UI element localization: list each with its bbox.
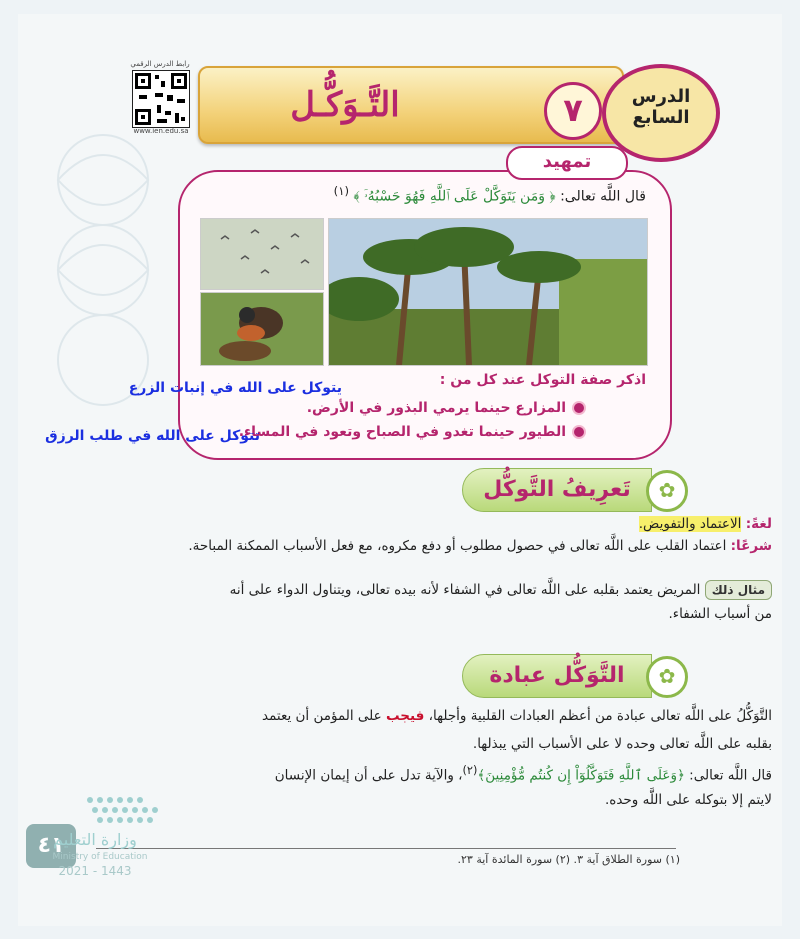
flower-icon: ✿: [646, 470, 688, 512]
worship-verse: ﴿وَعَلَى ٱللَّهِ فَتَوَكَّلُوٓاْ إِن كُنتُم مُّؤْمِنِينَ﴾: [477, 767, 685, 784]
qr-label: رابط الدرس الرقمي: [130, 60, 190, 68]
shar-text: اعتماد القلب على اللَّه تعالى في حصول مطلوب أو دفع مكروه، مع فعل الأسباب الممكنة المباحة.: [188, 538, 727, 554]
worship-line-3: [100, 764, 772, 784]
footnote-divider: [96, 848, 676, 849]
bullet-dot: [572, 401, 586, 415]
footnotes: (١) سورة الطلاق آية ٣. (٢) سورة المائدة آية ٢٣.: [457, 853, 680, 866]
verse-ref: (١): [333, 184, 350, 198]
intro-tab: [506, 146, 628, 180]
lesson-number: ٧: [544, 82, 602, 140]
worship-text: ، والآية تدل على أن إيمان الإنسان: [274, 767, 463, 784]
lesson-title: التَّـوَكُّـل: [290, 85, 400, 125]
worship-text: التَّوَكُّلُ على اللَّه تعالى عبادة من أعظم العبادات القلبية وأجلها،: [428, 708, 772, 724]
example-line-2: من أسباب الشفاء.: [668, 606, 772, 622]
example-tag: مثال ذلك: [705, 580, 772, 600]
intro-question: اذكر صفة التوكل عند كل من :: [439, 372, 646, 388]
lesson-ordinal: السابع: [632, 107, 690, 128]
definition-shar: [100, 538, 772, 554]
qr-code[interactable]: [132, 70, 190, 128]
page-number: ٤١: [26, 824, 76, 868]
lugha-label: لغةً:: [745, 516, 772, 532]
worship-line-1: [100, 708, 772, 724]
birds-sky-photo: [200, 218, 324, 290]
worship-verse-prefix: قال اللَّه تعالى:: [689, 767, 772, 784]
example-line-1: [100, 580, 772, 600]
bird-nest-photo: [200, 292, 324, 366]
handwritten-answer: يتوكل على الله في إنبات الزرع: [128, 380, 342, 396]
decorative-pattern: [18, 120, 188, 420]
ministry-name-en: Ministry of Education: [52, 852, 148, 862]
qr-url[interactable]: www.ien.edu.sa: [133, 127, 189, 135]
shar-label: شرعًا:: [730, 538, 772, 554]
bullet-dot: [572, 425, 586, 439]
verse-prefix: قال اللَّه تعالى:: [560, 188, 646, 205]
worship-line-4: لايتم إلا بتوكله على اللَّه وحده.: [604, 792, 772, 808]
bullet-text: المزارع حينما يرمي البذور في الأرض.: [306, 400, 566, 416]
handwritten-answer: تتوكل على الله في طلب الرزق: [45, 428, 260, 444]
intro-bullet: [210, 400, 586, 416]
definition-heading-text: تَعرِيفُ التَّوكُّل: [483, 477, 631, 502]
bullet-text: الطيور حينما تغدو في الصباح وتعود في المساء.: [238, 424, 566, 440]
worship-heading-text: التَّوَكُّل عبادة: [489, 663, 625, 688]
ministry-name: وزارة التعليم: [53, 830, 137, 849]
intro-verse: ﴿ وَمَن يَتَوَكَّلْ عَلَى ٱللَّهِ فَهُوَ حَسْبُهُۥٓ ﴾: [353, 188, 556, 205]
edition-year: 2021 - 1443: [58, 864, 132, 878]
example-text: المريض يعتمد بقلبه على اللَّه تعالى في الشفاء لأنه بيده تعالى، ويتناول الدواء على أنه: [229, 582, 701, 598]
palm-field-photo: [328, 218, 648, 366]
worship-line-2: بقلبه على اللَّه تعالى وحده لا على الأسباب التي يبذلها.: [472, 736, 772, 752]
definition-lugha: [100, 516, 772, 532]
flower-icon: ✿: [646, 656, 688, 698]
intro-tab-label: تمهيد: [542, 151, 592, 172]
intro-bullet: [210, 424, 586, 440]
worship-heading: [462, 654, 652, 698]
intro-verse-line: [210, 184, 646, 205]
worship-text: على المؤمن أن يعتمد: [261, 708, 382, 724]
worship-emphasis: فيجب: [385, 708, 425, 724]
lesson-word: الدرس: [631, 86, 691, 107]
definition-heading: [462, 468, 652, 512]
lugha-text: الاعتماد والتفويض.: [638, 516, 742, 532]
worship-verse-ref: (٢): [462, 764, 478, 777]
